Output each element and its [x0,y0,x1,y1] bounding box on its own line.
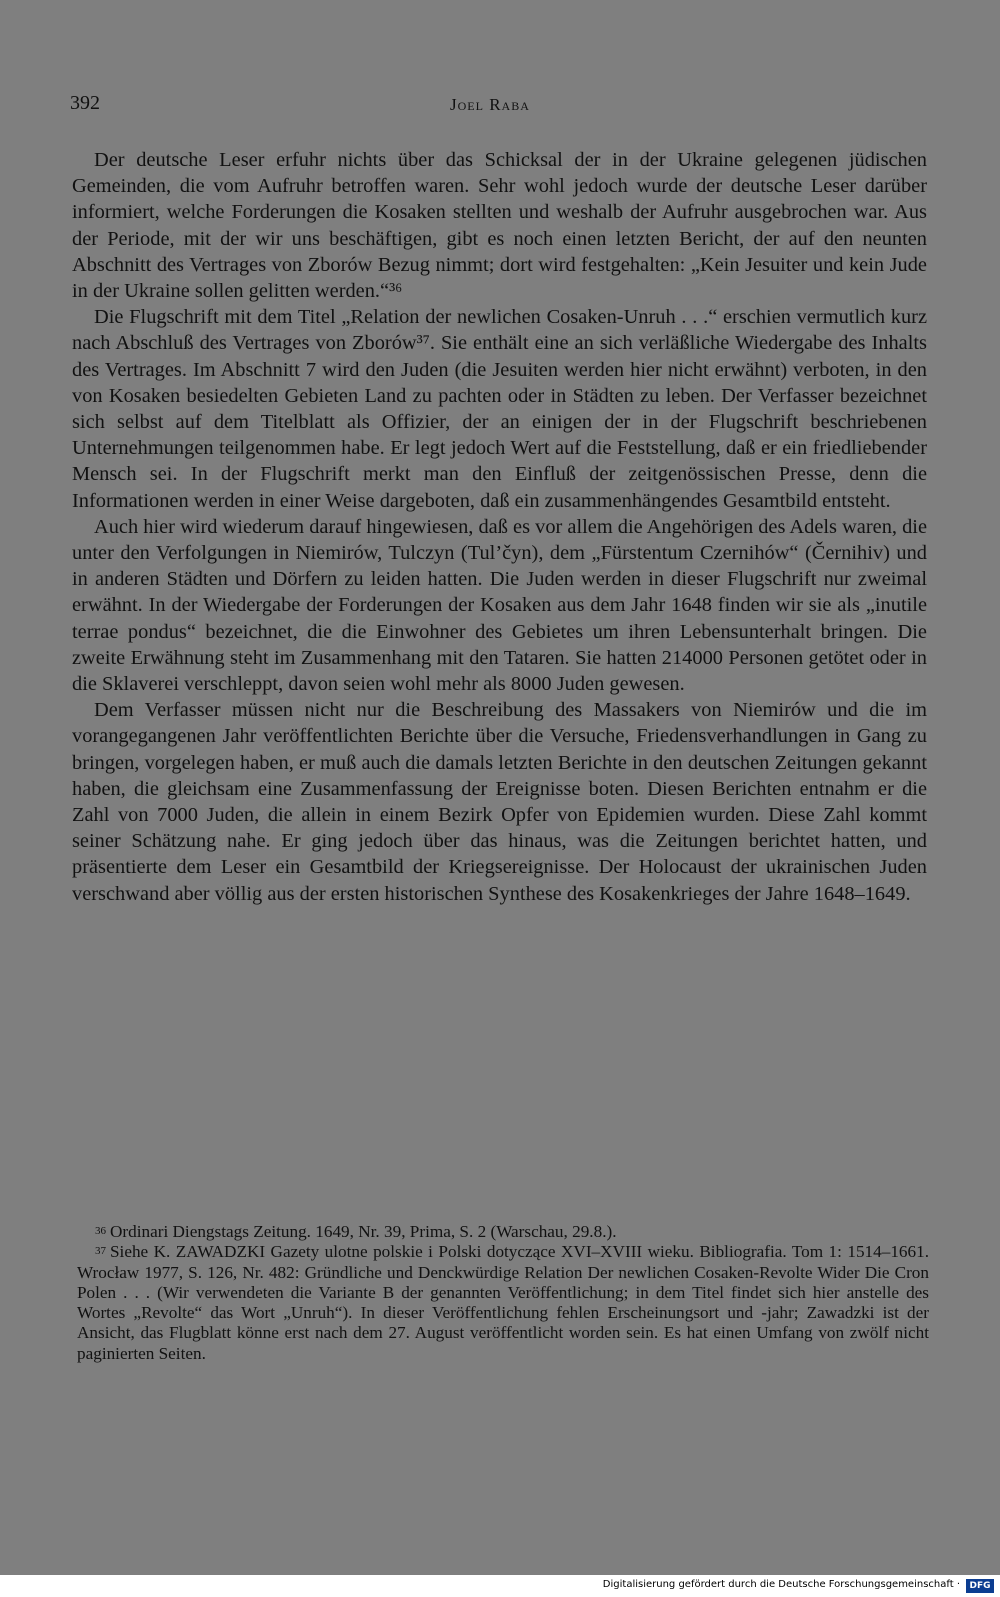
footnote-text: Siehe K. ZAWADZKI Gazety ulotne polskie i Polski dotyczące XVI–XVIII wieku. Bibliografia. Tom 1: 1514–1661. Wrocław 1977, S. 126, Nr. 482: Gründliche und Denckwürdige Relation Der newlichen Cosaken-Revolte Wider Die Cron Polen . . . (Wir verwendeten die Variante B der genannten Veröffentlichung; in dem Titel findet sich hier anstelle des Wortes „Revolte“ das Wort „Unruh“). In dieser Veröffentlichung fehlen Erscheinungsort und -jahr; Zawadzki ist der Ansicht, das Flugblatt könne erst nach dem 27. August veröffentlicht worden sein. Es hat einen Umfang von zwölf nicht paginierten Seiten. [77,1242,929,1363]
footnote-number: 36 [95,1225,106,1237]
page-number: 392 [70,92,100,114]
footer-credit: Digitalisierung gefördert durch die Deutsche Forschungsgemeinschaft · [602,1579,960,1590]
page-header [70,92,930,122]
footnotes [77,1222,929,1364]
paragraph-1: Der deutsche Leser erfuhr nichts über das Schicksal der in der Ukraine gelegenen jüdischen Gemeinden, die vom Aufruhr betroffen waren. Sehr wohl jedoch wurde der deutsche Leser darüber informiert, welche Forderungen die Kosaken stellten und weshalb der Aufruhr ausgebrochen war. Aus der Periode, mit der wir uns beschäftigen, gibt es noch einen letzten Bericht, der auf den neunten Abschnitt des Vertrages von Zborów Bezug nimmt; dort wird festgehalten: „Kein Jesuiter und kein Jude in der Ukraine sollen gelitten werden.“³⁶ [72,149,927,303]
digitization-footer [0,1575,1000,1597]
body-text [72,147,927,907]
dfg-logo-icon: DFG [966,1579,994,1593]
footnote-37 [77,1242,929,1364]
footnote-text: Ordinari Diengstags Zeitung. 1649, Nr. 39, Prima, S. 2 (Warschau, 29.8.). [110,1222,617,1241]
paragraph-2: Die Flugschrift mit dem Titel „Relation der newlichen Cosaken-Unruh . . .“ erschien vermutlich kurz nach Abschluß des Vertrages von Zborów³⁷. Sie enthält eine an sich verläßliche Wiedergabe des Inhalts des Vertrages. Im Abschnitt 7 wird den Juden (die Jesuiten werden hier nicht erwähnt) verboten, in den von Kosaken besiedelten Gebieten Land zu pachten oder in Städten zu leben. Der Verfasser bezeichnet sich selbst auf dem Titelblatt als Offizier, der an einigen der in der Flugschrift beschriebenen Unternehmungen teilgenommen habe. Er legt jedoch Wert auf die Feststellung, daß er ein friedliebender Mensch sei. In der Flugschrift merkt man den Einfluß der zeitgenössischen Presse, denn die Informationen werden in einer Weise dargeboten, daß ein zusammenhängendes Gesamtbild entsteht. [72,306,927,512]
paragraph-4: Dem Verfasser müssen nicht nur die Beschreibung des Massakers von Niemirów und die im vorangegangenen Jahr veröffentlichten Berichte über die Versuche, Friedensverhandlungen in Gang zu bringen, vorgelegen haben, er muß auch die damals letzten Berichte in den deutschen Zeitungen gekannt haben, die gleichsam eine Zusammenfassung der Ereignisse boten. Diesen Berichten entnahm er die Zahl von 7000 Juden, die allein in einem Bezirk Opfer von Epidemien wurden. Diese Zahl kommt seiner Schätzung nahe. Er ging jedoch über das hinaus, was die Zeitungen berichtet hatten, und präsentierte dem Leser ein Gesamtbild der Kriegsereignisse. Der Holocaust der ukrainischen Juden verschwand aber völlig aus der ersten historischen Synthese des Kosakenkrieges der Jahre 1648–1649. [72,699,927,905]
footnote-36 [77,1222,929,1242]
paragraph-3: Auch hier wird wiederum darauf hingewiesen, daß es vor allem die Angehörigen des Adels waren, die unter den Verfolgungen in Niemirów, Tulczyn (Tul’čyn), dem „Fürstentum Czernihów“ (Černihiv) und in anderen Städten und Dörfern zu leiden hatten. Die Juden werden in dieser Flugschrift nur zweimal erwähnt. In der Wiedergabe der Forderungen der Kosaken aus dem Jahr 1648 finden wir sie als „inutile terrae pondus“ bezeichnet, die die Einwohner des Gebietes um ihren Lebensunterhalt bringen. Die zweite Erwähnung steht im Zusammenhang mit den Tataren. Sie hatten 214000 Personen getötet oder in die Sklaverei verschleppt, davon seien wohl mehr als 8000 Juden gewesen. [72,515,927,696]
footnote-number: 37 [95,1245,106,1258]
running-head: Joel Raba [450,95,530,114]
